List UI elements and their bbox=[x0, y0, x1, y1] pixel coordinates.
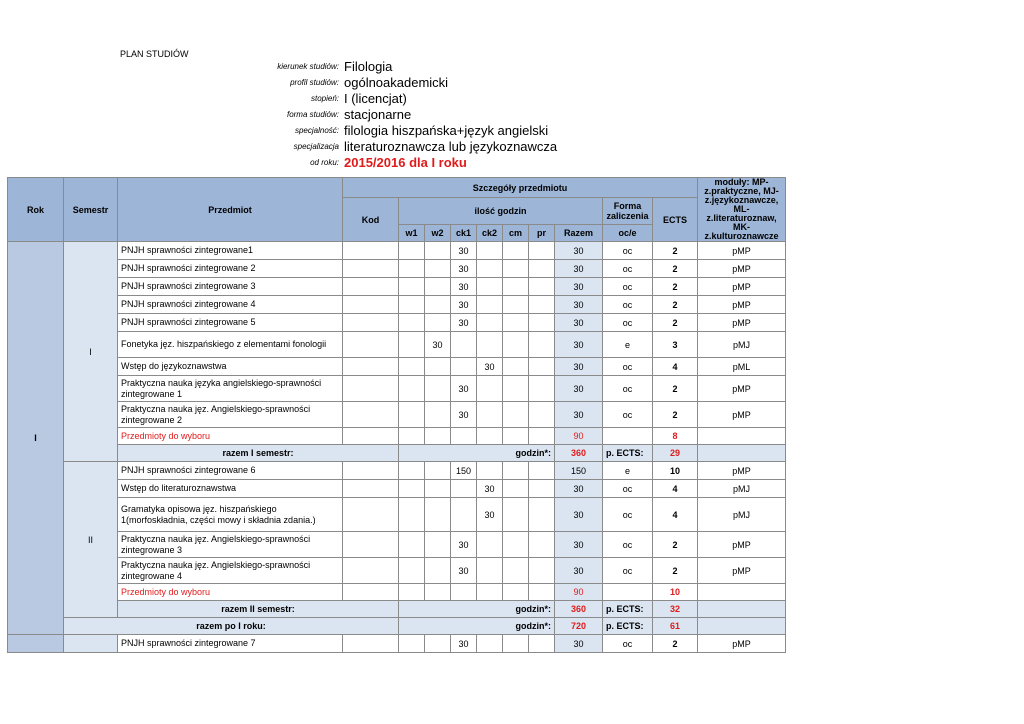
ects-points: 4 bbox=[653, 498, 698, 532]
hours-ck2: 30 bbox=[477, 358, 503, 376]
module-code: pMP bbox=[698, 260, 786, 278]
hours-w2 bbox=[425, 260, 451, 278]
meta-value: literaturoznawcza lub językoznawcza bbox=[344, 139, 558, 154]
subject-name: Fonetyka jęz. hiszpańskiego z elementami fonologii bbox=[118, 332, 343, 358]
subject-name: PNJH sprawności zintegrowane 5 bbox=[118, 314, 343, 332]
hours-w2 bbox=[425, 242, 451, 260]
hours-cm bbox=[503, 498, 529, 532]
meta-label: od roku: bbox=[310, 158, 339, 167]
hours-w1 bbox=[399, 242, 425, 260]
meta-row-stopien bbox=[0, 91, 700, 107]
header-ck2: ck2 bbox=[477, 225, 503, 242]
hours-w2 bbox=[425, 428, 451, 445]
subject-code bbox=[343, 402, 399, 428]
header-szczegoly: Szczegóły przedmiotu bbox=[343, 178, 698, 198]
table-row bbox=[8, 314, 786, 332]
header-ilosc-godzin: ilość godzin bbox=[399, 198, 603, 225]
hours-ck1 bbox=[451, 498, 477, 532]
hours-w2 bbox=[425, 480, 451, 498]
ects-points: 4 bbox=[653, 358, 698, 376]
semester-hours-total: 360 bbox=[555, 601, 603, 618]
subject-name: PNJH sprawności zintegrowane 6 bbox=[118, 462, 343, 480]
meta-value: stacjonarne bbox=[344, 107, 412, 122]
ects-label: p. ECTS: bbox=[603, 445, 653, 462]
meta-value: filologia hiszpańska+język angielski bbox=[344, 123, 549, 138]
hours-w2 bbox=[425, 532, 451, 558]
ects-label: p. ECTS: bbox=[603, 618, 653, 635]
subject-name: Praktyczna nauka jęz. Angielskiego-sprawności zintegrowane 3 bbox=[118, 532, 343, 558]
ects-points: 2 bbox=[653, 296, 698, 314]
hours-w1 bbox=[399, 296, 425, 314]
module-empty bbox=[698, 445, 786, 462]
assessment-form: oc bbox=[603, 558, 653, 584]
hours-cm bbox=[503, 376, 529, 402]
subject-code bbox=[343, 498, 399, 532]
year-hours-total: 720 bbox=[555, 618, 603, 635]
subject-name: Gramatyka opisowa jęz. hiszpańskiego 1(morfoskładnia, części mowy i składnia zdania.) bbox=[118, 498, 343, 532]
module-code: pML bbox=[698, 358, 786, 376]
hours-ck1: 30 bbox=[451, 296, 477, 314]
module-code: pMJ bbox=[698, 498, 786, 532]
table-row bbox=[8, 462, 786, 480]
hours-total: 150 bbox=[555, 462, 603, 480]
hours-ck1: 30 bbox=[451, 376, 477, 402]
semester-total-row bbox=[8, 601, 786, 618]
hours-ck1: 30 bbox=[451, 558, 477, 584]
hours-pr bbox=[529, 278, 555, 296]
hours-cm bbox=[503, 332, 529, 358]
hours-ck1 bbox=[451, 332, 477, 358]
hours-ck2 bbox=[477, 402, 503, 428]
header-rok: Rok bbox=[8, 178, 64, 242]
ects-points: 4 bbox=[653, 480, 698, 498]
ects-points: 10 bbox=[653, 462, 698, 480]
hours-w2 bbox=[425, 278, 451, 296]
subject-code bbox=[343, 480, 399, 498]
subject-code bbox=[343, 296, 399, 314]
hours-w1 bbox=[399, 558, 425, 584]
header-cm: cm bbox=[503, 225, 529, 242]
assessment-form: oc bbox=[603, 242, 653, 260]
subject-code bbox=[343, 314, 399, 332]
meta-label: profil studiów: bbox=[290, 78, 339, 87]
subject-code bbox=[343, 260, 399, 278]
hours-cm bbox=[503, 296, 529, 314]
table-row bbox=[8, 584, 786, 601]
ects-points: 2 bbox=[653, 314, 698, 332]
hours-label: godzin*: bbox=[399, 445, 555, 462]
assessment-form: oc bbox=[603, 314, 653, 332]
hours-total: 30 bbox=[555, 376, 603, 402]
semester-total-label: razem II semestr: bbox=[118, 601, 399, 618]
hours-total: 30 bbox=[555, 296, 603, 314]
table-row bbox=[8, 498, 786, 532]
header-w1: w1 bbox=[399, 225, 425, 242]
hours-w1 bbox=[399, 260, 425, 278]
hours-cm bbox=[503, 242, 529, 260]
hours-ck1 bbox=[451, 358, 477, 376]
meta-row-specjalnosc bbox=[0, 123, 700, 139]
year-ects-total: 61 bbox=[653, 618, 698, 635]
ects-points: 2 bbox=[653, 260, 698, 278]
hours-w2 bbox=[425, 635, 451, 653]
year-cell: I bbox=[8, 242, 64, 635]
module-code: pMP bbox=[698, 242, 786, 260]
module-empty bbox=[698, 601, 786, 618]
meta-value-year: 2015/2016 dla I roku bbox=[344, 155, 467, 170]
assessment-form: e bbox=[603, 332, 653, 358]
ects-points: 2 bbox=[653, 635, 698, 653]
hours-pr bbox=[529, 242, 555, 260]
assessment-form: oc bbox=[603, 358, 653, 376]
hours-pr bbox=[529, 260, 555, 278]
hours-ck1: 30 bbox=[451, 314, 477, 332]
semester-ects-total: 32 bbox=[653, 601, 698, 618]
module-code bbox=[698, 428, 786, 445]
hours-w1 bbox=[399, 376, 425, 402]
hours-ck1 bbox=[451, 428, 477, 445]
assessment-form: oc bbox=[603, 480, 653, 498]
hours-cm bbox=[503, 314, 529, 332]
hours-ck1 bbox=[451, 480, 477, 498]
module-code: pMP bbox=[698, 314, 786, 332]
module-code: pMP bbox=[698, 376, 786, 402]
module-code: pMP bbox=[698, 296, 786, 314]
hours-ck1: 30 bbox=[451, 532, 477, 558]
table-row bbox=[8, 296, 786, 314]
hours-w2 bbox=[425, 314, 451, 332]
assessment-form: oc bbox=[603, 260, 653, 278]
hours-w1 bbox=[399, 332, 425, 358]
header-pr: pr bbox=[529, 225, 555, 242]
meta-value: I (licencjat) bbox=[344, 91, 407, 106]
assessment-form: oc bbox=[603, 376, 653, 402]
semester-cell: I bbox=[64, 242, 118, 462]
table-row bbox=[8, 260, 786, 278]
hours-ck1: 30 bbox=[451, 242, 477, 260]
module-empty bbox=[698, 618, 786, 635]
header-ck1: ck1 bbox=[451, 225, 477, 242]
meta-label: kierunek studiów: bbox=[277, 62, 339, 71]
hours-w1 bbox=[399, 480, 425, 498]
hours-cm bbox=[503, 558, 529, 584]
assessment-form: oc bbox=[603, 635, 653, 653]
hours-ck2 bbox=[477, 296, 503, 314]
hours-w2 bbox=[425, 376, 451, 402]
ects-points: 2 bbox=[653, 278, 698, 296]
hours-label: godzin*: bbox=[399, 601, 555, 618]
hours-w1 bbox=[399, 358, 425, 376]
subject-name: PNJH sprawności zintegrowane 2 bbox=[118, 260, 343, 278]
subject-code bbox=[343, 558, 399, 584]
table-row bbox=[8, 532, 786, 558]
hours-ck2 bbox=[477, 558, 503, 584]
hours-cm bbox=[503, 278, 529, 296]
subject-code bbox=[343, 584, 399, 601]
table-row bbox=[8, 332, 786, 358]
module-code: pMJ bbox=[698, 332, 786, 358]
assessment-form: oc bbox=[603, 402, 653, 428]
table-row bbox=[8, 635, 786, 653]
hours-ck2: 30 bbox=[477, 480, 503, 498]
hours-ck1: 30 bbox=[451, 402, 477, 428]
hours-w1 bbox=[399, 278, 425, 296]
hours-total: 30 bbox=[555, 278, 603, 296]
hours-total: 30 bbox=[555, 242, 603, 260]
table-row bbox=[8, 480, 786, 498]
meta-row-od-roku bbox=[0, 155, 700, 171]
hours-ck2 bbox=[477, 428, 503, 445]
hours-ck2 bbox=[477, 584, 503, 601]
hours-total: 30 bbox=[555, 358, 603, 376]
assessment-form bbox=[603, 428, 653, 445]
subject-code bbox=[343, 532, 399, 558]
hours-pr bbox=[529, 428, 555, 445]
hours-ck2 bbox=[477, 260, 503, 278]
meta-label: forma studiów: bbox=[286, 110, 339, 119]
hours-pr bbox=[529, 296, 555, 314]
header-kod: Kod bbox=[343, 198, 399, 242]
hours-pr bbox=[529, 376, 555, 402]
hours-cm bbox=[503, 635, 529, 653]
semester-hours-total: 360 bbox=[555, 445, 603, 462]
hours-w1 bbox=[399, 532, 425, 558]
hours-pr bbox=[529, 635, 555, 653]
hours-w1 bbox=[399, 314, 425, 332]
subject-code bbox=[343, 242, 399, 260]
header-semestr: Semestr bbox=[64, 178, 118, 242]
hours-total: 30 bbox=[555, 314, 603, 332]
header-ects: ECTS bbox=[653, 198, 698, 242]
subject-code bbox=[343, 278, 399, 296]
hours-w2 bbox=[425, 358, 451, 376]
table-row bbox=[8, 428, 786, 445]
hours-cm bbox=[503, 532, 529, 558]
hours-pr bbox=[529, 498, 555, 532]
hours-total: 30 bbox=[555, 558, 603, 584]
hours-total: 30 bbox=[555, 332, 603, 358]
table-row bbox=[8, 376, 786, 402]
assessment-form: oc bbox=[603, 278, 653, 296]
semester-ects-total: 29 bbox=[653, 445, 698, 462]
hours-ck2 bbox=[477, 332, 503, 358]
header-moduly: moduły: MP-z.praktyczne, MJ-z.językoznawcze, ML-z.literaturoznaw, MK-z.kulturoznawcze bbox=[698, 178, 786, 242]
hours-w2 bbox=[425, 558, 451, 584]
hours-ck1: 150 bbox=[451, 462, 477, 480]
module-code: pMP bbox=[698, 462, 786, 480]
meta-label: specjalizacja bbox=[293, 142, 339, 151]
hours-w2 bbox=[425, 584, 451, 601]
hours-pr bbox=[529, 358, 555, 376]
hours-cm bbox=[503, 584, 529, 601]
subject-name: Praktyczna nauka jęz. Angielskiego-sprawności zintegrowane 2 bbox=[118, 402, 343, 428]
hours-ck2 bbox=[477, 278, 503, 296]
hours-cm bbox=[503, 260, 529, 278]
module-code: pMP bbox=[698, 532, 786, 558]
hours-w2 bbox=[425, 296, 451, 314]
module-code: pMP bbox=[698, 402, 786, 428]
hours-cm bbox=[503, 462, 529, 480]
ects-points: 8 bbox=[653, 428, 698, 445]
hours-w2 bbox=[425, 402, 451, 428]
subject-name: Przedmioty do wyboru bbox=[118, 428, 343, 445]
meta-row-kierunek bbox=[0, 59, 700, 75]
hours-label: godzin*: bbox=[399, 618, 555, 635]
hours-ck1: 30 bbox=[451, 278, 477, 296]
plan-title: PLAN STUDIÓW bbox=[120, 49, 189, 59]
assessment-form bbox=[603, 584, 653, 601]
hours-total: 90 bbox=[555, 584, 603, 601]
hours-w1 bbox=[399, 462, 425, 480]
hours-cm bbox=[503, 402, 529, 428]
hours-w2 bbox=[425, 462, 451, 480]
hours-pr bbox=[529, 332, 555, 358]
ects-points: 2 bbox=[653, 558, 698, 584]
header-oce: oc/e bbox=[603, 225, 653, 242]
hours-ck2 bbox=[477, 635, 503, 653]
meta-label: stopień: bbox=[310, 94, 339, 103]
assessment-form: oc bbox=[603, 532, 653, 558]
ects-points: 2 bbox=[653, 376, 698, 402]
hours-pr bbox=[529, 480, 555, 498]
hours-w1 bbox=[399, 584, 425, 601]
meta-value: ogólnoakademicki bbox=[344, 75, 449, 90]
assessment-form: oc bbox=[603, 498, 653, 532]
subject-name: PNJH sprawności zintegrowane 7 bbox=[118, 635, 343, 653]
subject-code bbox=[343, 332, 399, 358]
ects-points: 2 bbox=[653, 242, 698, 260]
table-row bbox=[8, 358, 786, 376]
subject-name: Wstęp do literaturoznawstwa bbox=[118, 480, 343, 498]
semester-total-label: razem I semestr: bbox=[118, 445, 399, 462]
hours-pr bbox=[529, 402, 555, 428]
hours-cm bbox=[503, 480, 529, 498]
hours-ck1 bbox=[451, 584, 477, 601]
meta-row-forma bbox=[0, 107, 700, 123]
header-razem: Razem bbox=[555, 225, 603, 242]
module-code: pMJ bbox=[698, 480, 786, 498]
hours-cm bbox=[503, 428, 529, 445]
hours-total: 30 bbox=[555, 480, 603, 498]
module-code: pMP bbox=[698, 278, 786, 296]
semester-total-row bbox=[8, 445, 786, 462]
hours-w1 bbox=[399, 498, 425, 532]
meta-row-specjalizacja bbox=[0, 139, 700, 155]
semester-cell: II bbox=[64, 462, 118, 618]
ects-points: 3 bbox=[653, 332, 698, 358]
subject-name: PNJH sprawności zintegrowane1 bbox=[118, 242, 343, 260]
table-row bbox=[8, 242, 786, 260]
study-plan-table bbox=[7, 177, 786, 653]
year-cell bbox=[8, 635, 64, 653]
hours-total: 30 bbox=[555, 402, 603, 428]
meta-label: specjalność: bbox=[294, 126, 339, 135]
hours-w1 bbox=[399, 635, 425, 653]
hours-pr bbox=[529, 532, 555, 558]
hours-total: 30 bbox=[555, 498, 603, 532]
subject-name: Wstęp do językoznawstwa bbox=[118, 358, 343, 376]
year-total-row bbox=[8, 618, 786, 635]
hours-w1 bbox=[399, 402, 425, 428]
hours-ck2 bbox=[477, 462, 503, 480]
hours-pr bbox=[529, 584, 555, 601]
header-w2: w2 bbox=[425, 225, 451, 242]
assessment-form: oc bbox=[603, 296, 653, 314]
subject-name: Przedmioty do wyboru bbox=[118, 584, 343, 601]
hours-pr bbox=[529, 314, 555, 332]
hours-w1 bbox=[399, 428, 425, 445]
hours-total: 30 bbox=[555, 635, 603, 653]
hours-ck2: 30 bbox=[477, 498, 503, 532]
hours-ck2 bbox=[477, 532, 503, 558]
table-row bbox=[8, 402, 786, 428]
hours-ck2 bbox=[477, 314, 503, 332]
subject-code bbox=[343, 358, 399, 376]
semester-cell bbox=[64, 635, 118, 653]
subject-name: PNJH sprawności zintegrowane 3 bbox=[118, 278, 343, 296]
hours-ck1: 30 bbox=[451, 635, 477, 653]
ects-points: 2 bbox=[653, 532, 698, 558]
table-row bbox=[8, 558, 786, 584]
subject-code bbox=[343, 635, 399, 653]
subject-code bbox=[343, 462, 399, 480]
header-przedmiot: Przedmiot bbox=[118, 178, 343, 242]
hours-ck2 bbox=[477, 376, 503, 402]
meta-value: Filologia bbox=[344, 59, 393, 74]
meta-row-profil bbox=[0, 75, 700, 91]
module-code bbox=[698, 584, 786, 601]
study-metadata bbox=[0, 59, 700, 171]
hours-ck2 bbox=[477, 242, 503, 260]
hours-cm bbox=[503, 358, 529, 376]
hours-pr bbox=[529, 558, 555, 584]
subject-code bbox=[343, 376, 399, 402]
subject-name: Praktyczna nauka języka angielskiego-sprawności zintegrowane 1 bbox=[118, 376, 343, 402]
hours-total: 90 bbox=[555, 428, 603, 445]
table-row bbox=[8, 278, 786, 296]
hours-ck1: 30 bbox=[451, 260, 477, 278]
assessment-form: e bbox=[603, 462, 653, 480]
hours-w2 bbox=[425, 498, 451, 532]
hours-total: 30 bbox=[555, 532, 603, 558]
subject-name: PNJH sprawności zintegrowane 4 bbox=[118, 296, 343, 314]
hours-pr bbox=[529, 462, 555, 480]
subject-name: Praktyczna nauka jęz. Angielskiego-sprawności zintegrowane 4 bbox=[118, 558, 343, 584]
module-code: pMP bbox=[698, 635, 786, 653]
year-total-label: razem po I roku: bbox=[64, 618, 399, 635]
hours-w2: 30 bbox=[425, 332, 451, 358]
header-forma: Forma zaliczenia bbox=[603, 198, 653, 225]
ects-label: p. ECTS: bbox=[603, 601, 653, 618]
module-code: pMP bbox=[698, 558, 786, 584]
subject-code bbox=[343, 428, 399, 445]
hours-total: 30 bbox=[555, 260, 603, 278]
ects-points: 2 bbox=[653, 402, 698, 428]
ects-points: 10 bbox=[653, 584, 698, 601]
